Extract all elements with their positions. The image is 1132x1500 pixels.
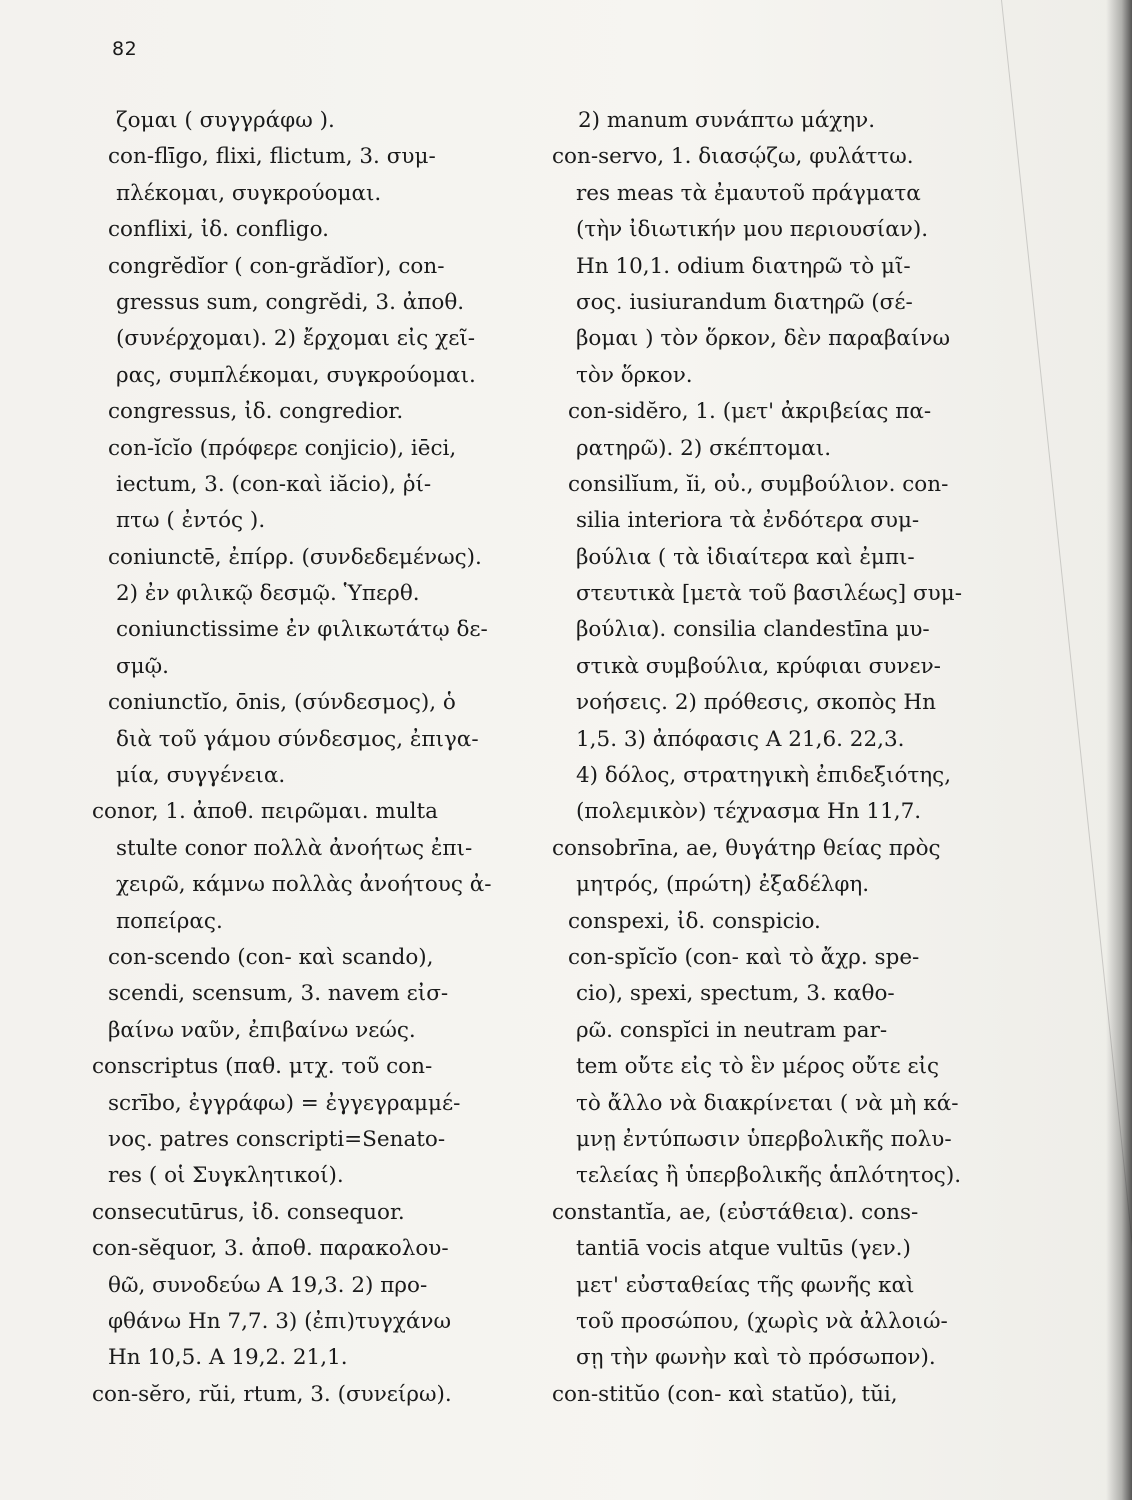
entry-line: σῃ τὴν φωνὴν καὶ τὸ πρόσωπον). [576, 1345, 936, 1371]
left-column [92, 103, 532, 1413]
entry-line: gressus sum, congrĕdi, 3. ἀποθ. [116, 289, 465, 315]
entry-line: 2) manum συνάπτω μάχην. [578, 108, 876, 133]
entry-line: coniunctĭo, ōnis, (σύνδεσμος), ὁ [108, 690, 456, 716]
entry-line: scendi, scensum, 3. navem εἰσ- [108, 981, 449, 1007]
entry-line: consobrīna, ae, θυγάτηρ θείας πρὸς [552, 835, 941, 861]
entry-line: con-stitŭo (con- καὶ statŭo), tŭi, [552, 1381, 898, 1407]
entry-line: congressus, ἰδ. congredior. [108, 399, 404, 425]
entry-line: Hn 10,5. A 19,2. 21,1. [108, 1345, 348, 1371]
entry-line: τὸν ὅρκον. [576, 362, 693, 388]
entry-line: στικὰ συμβούλια, κρύφιαι συνεν- [576, 653, 941, 679]
entry-line: silia interiora τὰ ἐνδότερα συμ- [576, 508, 920, 534]
entry-line: scrībo, ἐγγράφω) = ἐγγεγραμμέ- [108, 1090, 461, 1116]
entry-line: conflixi, ἰδ. confligo. [108, 217, 329, 243]
entry-line: con-sĕquor, 3. ἀποθ. παρακολου- [92, 1236, 449, 1262]
entry-line: con-spĭcĭo (con- καὶ τὸ ἄχρ. spe- [568, 944, 920, 970]
entry-line: πλέκομαι, συγκρούομαι. [116, 180, 382, 206]
entry-line: tantiā vocis atque vultūs (γεν.) [576, 1236, 911, 1262]
entry-line: μία, συγγένεια. [116, 763, 286, 789]
entry-line: cio), spexi, spectum, 3. καθο- [576, 981, 895, 1007]
entry-line: 2) ἐν φιλικῷ δεσμῷ. Ὑπερθ. [116, 581, 420, 607]
entry-line: τὸ ἄλλο νὰ διακρίνεται ( νὰ μὴ κά- [576, 1090, 959, 1116]
entry-line: (πολεμικὸν) τέχνασμα Hn 11,7. [576, 799, 922, 825]
entry-line: βούλια ( τὰ ἰδιαίτερα καὶ ἐμπι- [576, 544, 915, 570]
entry-line: con-scendo (con- καὶ scando), [108, 944, 434, 970]
entry-line: διὰ τοῦ γάμου σύνδεσμος, ἐπιγα- [116, 726, 479, 752]
page-edge-shadow [1106, 0, 1132, 1500]
entry-line: πτω ( ἐντός ). [116, 508, 266, 534]
entry-line: βούλια). consilia clandestīna μυ- [576, 617, 930, 643]
entry-line: ρας, συμπλέκομαι, συγκρούομαι. [116, 362, 476, 388]
entry-line: ζομαι ( συγγράφω ). [116, 108, 335, 133]
entry-line: 4) δόλος, στρατηγικὴ ἐπιδεξιότης, [576, 763, 952, 789]
entry-line: βομαι ) τὸν ὅρκον, δὲν παραβαίνω [576, 326, 950, 352]
entry-line: (συνέρχομαι). 2) ἔρχομαι εἰς χεῖ- [116, 326, 476, 352]
entry-line: congrĕdĭor ( con-grădĭor), con- [108, 253, 445, 279]
entry-line: coniunctē, ἐπίρρ. (συνδεδεμένως). [108, 544, 482, 570]
entry-line: νοήσεις. 2) πρόθεσις, σκοπὸς Hn [576, 690, 936, 716]
entry-line: χειρῶ, κάμνω πολλὰς ἀνοήτους ἀ- [116, 872, 492, 898]
entry-line: μητρός, (πρώτη) ἐξαδέλφη. [576, 872, 870, 898]
entry-line: ρῶ. conspĭci in neutram par- [576, 1017, 888, 1043]
entry-line: μνῃ ἐντύπωσιν ὑπερβολικῆς πολυ- [576, 1126, 952, 1152]
entry-line: conscriptus (παθ. μτχ. τοῦ con- [92, 1054, 433, 1080]
entry-line: μετ' εὐσταθείας τῆς φωνῆς καὶ [576, 1272, 915, 1298]
entry-line: iectum, 3. (con-καὶ iăcio), ῥί- [116, 471, 432, 497]
entry-line: conspexi, ἰδ. conspicio. [568, 908, 821, 934]
entry-line: τελείας ἢ ὑπερβολικῆς ἁπλότητος). [576, 1163, 962, 1189]
entry-line: tem οὔτε εἰς τὸ ἓν μέρος οὔτε εἰς [576, 1054, 940, 1080]
entry-line: con-sĕro, rŭi, rtum, 3. (συνείρω). [92, 1381, 452, 1407]
entry-line: νος. patres conscripti=Senato- [108, 1126, 446, 1152]
entry-line: constantĭa, ae, (εὐστάθεια). cons- [552, 1199, 919, 1225]
entry-line: con-flīgo, flixi, flictum, 3. συμ- [108, 144, 436, 170]
entry-line: ρατηρῶ). 2) σκέπτομαι. [576, 435, 832, 461]
entry-line: con-ĭcĭo (πρόφερε conjicio), iēci, [108, 435, 457, 461]
entry-line: con-servo, 1. διασῴζω, φυλάττω. [552, 144, 914, 170]
entry-line: βαίνω ναῦν, ἐπιβαίνω νεώς. [108, 1017, 416, 1043]
page-number: 82 [112, 38, 138, 60]
entry-line: Hn 10,1. odium διατηρῶ τὸ μῖ- [576, 253, 911, 279]
entry-line: (τὴν ἰδιωτικήν μου περιουσίαν). [576, 217, 929, 243]
entry-line: res ( οἱ Συγκλητικοί). [108, 1163, 344, 1189]
entry-line: coniunctissime ἐν φιλικωτάτῳ δε- [116, 617, 488, 643]
entry-line: con-sidĕro, 1. (μετ' ἀκριβείας πα- [568, 399, 932, 425]
entry-line: consecutūrus, ἰδ. consequor. [92, 1199, 405, 1225]
right-column [552, 103, 992, 1413]
entry-line: consilĭum, ĭi, οὐ., συμβούλιον. con- [568, 471, 949, 497]
entry-line: θῶ, συνοδεύω A 19,3. 2) προ- [108, 1272, 428, 1298]
entry-line: τοῦ προσώπου, (χωρὶς νὰ ἀλλοιώ- [576, 1308, 948, 1334]
entry-line: conor, 1. ἀποθ. πειρῶμαι. multa [92, 799, 438, 825]
entry-line: σος. iusiurandum διατηρῶ (σέ- [576, 289, 913, 315]
entry-line: stulte conor πολλὰ ἀνοήτως ἐπι- [116, 835, 473, 861]
entry-line: ποπείρας. [116, 908, 223, 934]
entry-line: σμῷ. [116, 653, 170, 679]
entry-line: 1,5. 3) ἀπόφασις A 21,6. 22,3. [576, 726, 905, 752]
entry-line: res meas τὰ ἐμαυτοῦ πράγματα [576, 180, 921, 206]
entry-line: φθάνω Hn 7,7. 3) (ἐπι)τυγχάνω [108, 1308, 451, 1334]
entry-line: στευτικὰ [μετὰ τοῦ βασιλέως] συμ- [576, 581, 962, 607]
